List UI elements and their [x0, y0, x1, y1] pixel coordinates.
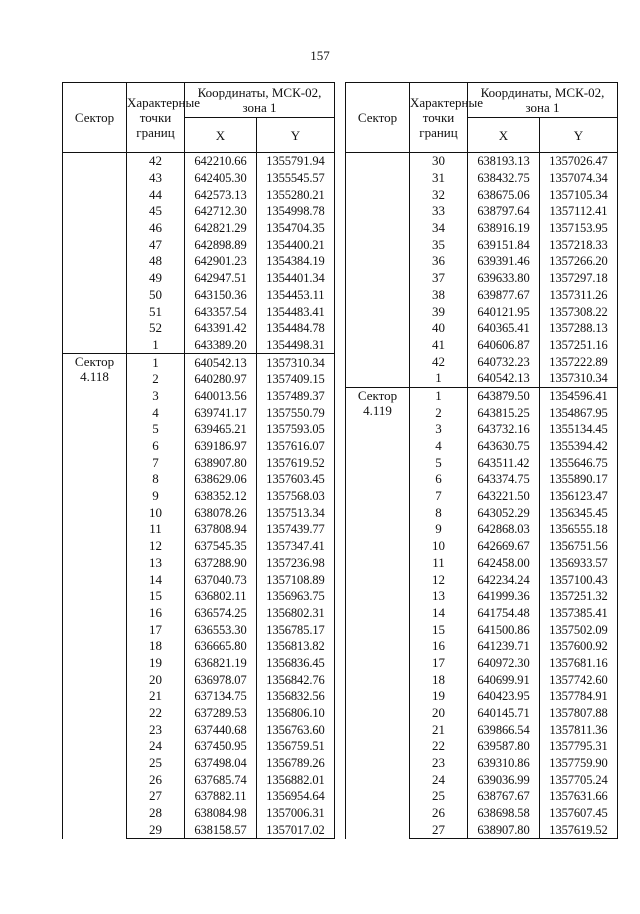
x-coordinate-cell: 640145.71	[468, 705, 540, 722]
coordinates-table-right	[345, 82, 618, 839]
point-number-cell: 10	[127, 504, 185, 521]
y-coordinate-cell: 1354998.78	[257, 203, 335, 220]
y-coordinate-cell: 1357218.33	[540, 236, 618, 253]
point-number-cell: 8	[410, 504, 468, 521]
x-coordinate-cell: 642901.23	[185, 253, 257, 270]
point-number-cell: 34	[410, 220, 468, 237]
y-coordinate-cell: 1357311.26	[540, 287, 618, 304]
y-coordinate-cell: 1355791.94	[257, 153, 335, 170]
y-coordinate-cell: 1357489.37	[257, 388, 335, 405]
y-coordinate-cell: 1357616.07	[257, 438, 335, 455]
point-number-cell: 29	[127, 822, 185, 839]
x-coordinate-cell: 640699.91	[468, 671, 540, 688]
y-coordinate-cell: 1354596.41	[540, 387, 618, 404]
point-number-cell: 2	[410, 404, 468, 421]
x-coordinate-cell: 637498.04	[185, 755, 257, 772]
point-number-cell: 38	[410, 287, 468, 304]
y-coordinate-cell: 1357288.13	[540, 320, 618, 337]
y-coordinate-cell: 1357074.34	[540, 170, 618, 187]
y-coordinate-cell: 1357251.32	[540, 588, 618, 605]
y-coordinate-cell: 1357759.90	[540, 755, 618, 772]
y-coordinate-cell: 1357310.34	[540, 370, 618, 387]
point-number-cell: 20	[127, 671, 185, 688]
x-coordinate-cell: 642712.30	[185, 203, 257, 220]
x-coordinate-cell: 640013.56	[185, 388, 257, 405]
sector-header: Сектор	[63, 83, 127, 153]
x-header: X	[185, 118, 257, 153]
y-coordinate-cell: 1356832.56	[257, 688, 335, 705]
x-coordinate-cell: 638078.26	[185, 504, 257, 521]
point-number-cell: 21	[410, 721, 468, 738]
x-coordinate-cell: 636821.19	[185, 655, 257, 672]
y-coordinate-cell: 1357100.43	[540, 571, 618, 588]
point-number-cell: 22	[127, 705, 185, 722]
x-coordinate-cell: 642458.00	[468, 555, 540, 572]
y-coordinate-cell: 1356763.60	[257, 721, 335, 738]
x-coordinate-cell: 642234.24	[468, 571, 540, 588]
y-coordinate-cell: 1357308.22	[540, 303, 618, 320]
x-coordinate-cell: 643150.36	[185, 287, 257, 304]
y-coordinate-cell: 1357631.66	[540, 788, 618, 805]
point-number-cell: 48	[127, 253, 185, 270]
y-coordinate-cell: 1354453.11	[257, 287, 335, 304]
y-coordinate-cell: 1357568.03	[257, 488, 335, 505]
coordinates-table-left	[62, 82, 335, 839]
x-coordinate-cell: 643357.54	[185, 303, 257, 320]
y-header: Y	[540, 118, 618, 153]
y-coordinate-cell: 1356836.45	[257, 655, 335, 672]
point-number-cell: 5	[410, 454, 468, 471]
y-coordinate-cell: 1354867.95	[540, 404, 618, 421]
x-coordinate-cell: 637289.53	[185, 705, 257, 722]
y-coordinate-cell: 1356842.76	[257, 671, 335, 688]
x-coordinate-cell: 638158.57	[185, 822, 257, 839]
y-coordinate-cell: 1356806.10	[257, 705, 335, 722]
x-coordinate-cell: 642898.89	[185, 236, 257, 253]
point-number-cell: 31	[410, 170, 468, 187]
point-number-cell: 41	[410, 337, 468, 354]
y-coordinate-cell: 1354384.19	[257, 253, 335, 270]
x-coordinate-cell: 636802.11	[185, 588, 257, 605]
y-coordinate-cell: 1355646.75	[540, 454, 618, 471]
table-body-left	[63, 153, 335, 839]
y-coordinate-cell: 1356802.31	[257, 605, 335, 622]
point-number-cell: 25	[127, 755, 185, 772]
y-coordinate-cell: 1355890.17	[540, 471, 618, 488]
y-coordinate-cell: 1356963.75	[257, 588, 335, 605]
point-number-cell: 2	[127, 371, 185, 388]
x-coordinate-cell: 643052.29	[468, 504, 540, 521]
y-coordinate-cell: 1357017.02	[257, 822, 335, 839]
x-coordinate-cell: 643221.50	[468, 488, 540, 505]
y-coordinate-cell: 1357607.45	[540, 805, 618, 822]
x-coordinate-cell: 643732.16	[468, 421, 540, 438]
y-header: Y	[257, 118, 335, 153]
y-coordinate-cell: 1356759.51	[257, 738, 335, 755]
point-number-cell: 13	[127, 555, 185, 572]
point-number-cell: 6	[127, 438, 185, 455]
point-number-cell: 33	[410, 203, 468, 220]
point-number-cell: 1	[410, 387, 468, 404]
y-coordinate-cell: 1357297.18	[540, 270, 618, 287]
y-coordinate-cell: 1357409.15	[257, 371, 335, 388]
y-coordinate-cell: 1357026.47	[540, 153, 618, 170]
point-number-cell: 47	[127, 236, 185, 253]
y-coordinate-cell: 1357502.09	[540, 621, 618, 638]
point-number-cell: 12	[127, 538, 185, 555]
x-coordinate-cell: 637440.68	[185, 721, 257, 738]
x-coordinate-cell: 642947.51	[185, 270, 257, 287]
point-number-cell: 15	[410, 621, 468, 638]
x-coordinate-cell: 638084.98	[185, 805, 257, 822]
x-coordinate-cell: 643815.25	[468, 404, 540, 421]
y-coordinate-cell: 1356555.18	[540, 521, 618, 538]
x-coordinate-cell: 638193.13	[468, 153, 540, 170]
y-coordinate-cell: 1354400.21	[257, 236, 335, 253]
point-number-cell: 20	[410, 705, 468, 722]
point-number-cell: 16	[127, 605, 185, 622]
point-number-cell: 52	[127, 320, 185, 337]
x-coordinate-cell: 638675.06	[468, 186, 540, 203]
x-coordinate-cell: 640280.97	[185, 371, 257, 388]
y-coordinate-cell: 1357593.05	[257, 421, 335, 438]
y-coordinate-cell: 1356954.64	[257, 788, 335, 805]
point-number-cell: 24	[127, 738, 185, 755]
point-number-cell: 14	[127, 571, 185, 588]
point-number-cell: 27	[410, 822, 468, 839]
point-number-cell: 7	[410, 488, 468, 505]
x-coordinate-cell: 636574.25	[185, 605, 257, 622]
x-coordinate-cell: 639186.97	[185, 438, 257, 455]
y-coordinate-cell: 1357310.34	[257, 354, 335, 371]
point-number-cell: 44	[127, 186, 185, 203]
x-coordinate-cell: 636665.80	[185, 638, 257, 655]
x-coordinate-cell: 643391.42	[185, 320, 257, 337]
point-number-cell: 27	[127, 788, 185, 805]
x-coordinate-cell: 640121.95	[468, 303, 540, 320]
point-number-cell: 40	[410, 320, 468, 337]
y-coordinate-cell: 1357112.41	[540, 203, 618, 220]
x-coordinate-cell: 640365.41	[468, 320, 540, 337]
x-coordinate-cell: 637685.74	[185, 771, 257, 788]
x-coordinate-cell: 640542.13	[468, 370, 540, 387]
y-coordinate-cell: 1357153.95	[540, 220, 618, 237]
y-coordinate-cell: 1356813.82	[257, 638, 335, 655]
point-number-cell: 28	[127, 805, 185, 822]
x-coordinate-cell: 643879.50	[468, 387, 540, 404]
point-number-cell: 19	[410, 688, 468, 705]
point-number-cell: 9	[127, 488, 185, 505]
x-coordinate-cell: 637450.95	[185, 738, 257, 755]
sector-cell: Сектор 4.119	[346, 387, 410, 839]
point-number-cell: 8	[127, 471, 185, 488]
point-number-cell: 32	[410, 186, 468, 203]
point-number-cell: 24	[410, 771, 468, 788]
points-header: Характерные точки границ	[410, 83, 468, 153]
y-coordinate-cell: 1357603.45	[257, 471, 335, 488]
y-coordinate-cell: 1356933.57	[540, 555, 618, 572]
y-coordinate-cell: 1357222.89	[540, 353, 618, 370]
y-coordinate-cell: 1356123.47	[540, 488, 618, 505]
x-coordinate-cell: 638432.75	[468, 170, 540, 187]
x-coordinate-cell: 642573.13	[185, 186, 257, 203]
x-coordinate-cell: 638907.80	[468, 822, 540, 839]
x-coordinate-cell: 640732.23	[468, 353, 540, 370]
y-coordinate-cell: 1354498.31	[257, 337, 335, 354]
x-coordinate-cell: 641239.71	[468, 638, 540, 655]
point-number-cell: 26	[127, 771, 185, 788]
table-row	[346, 153, 618, 170]
point-number-cell: 14	[410, 605, 468, 622]
point-number-cell: 17	[127, 621, 185, 638]
point-number-cell: 1	[127, 354, 185, 371]
y-coordinate-cell: 1357439.77	[257, 521, 335, 538]
y-coordinate-cell: 1357811.36	[540, 721, 618, 738]
y-coordinate-cell: 1356785.17	[257, 621, 335, 638]
point-number-cell: 18	[127, 638, 185, 655]
y-coordinate-cell: 1355134.45	[540, 421, 618, 438]
x-coordinate-cell: 638916.19	[468, 220, 540, 237]
point-number-cell: 12	[410, 571, 468, 588]
coords-header: Координаты, МСК-02, зона 1	[468, 83, 618, 118]
x-coordinate-cell: 643511.42	[468, 454, 540, 471]
point-number-cell: 26	[410, 805, 468, 822]
x-coordinate-cell: 640423.95	[468, 688, 540, 705]
x-coordinate-cell: 637808.94	[185, 521, 257, 538]
x-coordinate-cell: 643630.75	[468, 438, 540, 455]
point-number-cell: 43	[127, 170, 185, 187]
y-coordinate-cell: 1354484.78	[257, 320, 335, 337]
coords-header: Координаты, МСК-02, зона 1	[185, 83, 335, 118]
point-number-cell: 35	[410, 236, 468, 253]
y-coordinate-cell: 1357742.60	[540, 671, 618, 688]
point-number-cell: 19	[127, 655, 185, 672]
x-coordinate-cell: 642669.67	[468, 538, 540, 555]
sector-cell	[346, 153, 410, 388]
point-number-cell: 7	[127, 454, 185, 471]
x-coordinate-cell: 636978.07	[185, 671, 257, 688]
x-coordinate-cell: 638698.58	[468, 805, 540, 822]
y-coordinate-cell: 1357795.31	[540, 738, 618, 755]
point-number-cell: 15	[127, 588, 185, 605]
x-coordinate-cell: 642405.30	[185, 170, 257, 187]
sector-cell	[63, 153, 127, 354]
point-number-cell: 11	[127, 521, 185, 538]
x-coordinate-cell: 639151.84	[468, 236, 540, 253]
point-number-cell: 9	[410, 521, 468, 538]
y-coordinate-cell: 1357236.98	[257, 555, 335, 572]
y-coordinate-cell: 1356751.56	[540, 538, 618, 555]
point-number-cell: 25	[410, 788, 468, 805]
point-number-cell: 5	[127, 421, 185, 438]
x-coordinate-cell: 638767.67	[468, 788, 540, 805]
y-coordinate-cell: 1357705.24	[540, 771, 618, 788]
y-coordinate-cell: 1355280.21	[257, 186, 335, 203]
x-coordinate-cell: 637882.11	[185, 788, 257, 805]
y-coordinate-cell: 1356789.26	[257, 755, 335, 772]
point-number-cell: 50	[127, 287, 185, 304]
table-body-right	[346, 153, 618, 839]
point-number-cell: 16	[410, 638, 468, 655]
point-number-cell: 11	[410, 555, 468, 572]
x-coordinate-cell: 642821.29	[185, 220, 257, 237]
point-number-cell: 23	[127, 721, 185, 738]
point-number-cell: 51	[127, 303, 185, 320]
point-number-cell: 46	[127, 220, 185, 237]
page-number: 157	[310, 48, 330, 63]
point-number-cell: 3	[127, 388, 185, 405]
sector-cell: Сектор 4.118	[63, 354, 127, 839]
point-number-cell: 10	[410, 538, 468, 555]
x-coordinate-cell: 640542.13	[185, 354, 257, 371]
x-coordinate-cell: 640606.87	[468, 337, 540, 354]
x-coordinate-cell: 639310.86	[468, 755, 540, 772]
point-number-cell: 4	[127, 404, 185, 421]
x-coordinate-cell: 638629.06	[185, 471, 257, 488]
x-coordinate-cell: 639633.80	[468, 270, 540, 287]
x-coordinate-cell: 637288.90	[185, 555, 257, 572]
x-coordinate-cell: 643374.75	[468, 471, 540, 488]
y-coordinate-cell: 1357108.89	[257, 571, 335, 588]
x-coordinate-cell: 637545.35	[185, 538, 257, 555]
y-coordinate-cell: 1357385.41	[540, 605, 618, 622]
x-coordinate-cell: 639741.17	[185, 404, 257, 421]
point-number-cell: 17	[410, 655, 468, 672]
y-coordinate-cell: 1357513.34	[257, 504, 335, 521]
x-coordinate-cell: 638797.64	[468, 203, 540, 220]
point-number-cell: 21	[127, 688, 185, 705]
y-coordinate-cell: 1357784.91	[540, 688, 618, 705]
y-coordinate-cell: 1356345.45	[540, 504, 618, 521]
point-number-cell: 23	[410, 755, 468, 772]
x-coordinate-cell: 641999.36	[468, 588, 540, 605]
table-row	[63, 153, 335, 170]
y-coordinate-cell: 1357619.52	[257, 454, 335, 471]
x-coordinate-cell: 643389.20	[185, 337, 257, 354]
x-coordinate-cell: 637040.73	[185, 571, 257, 588]
y-coordinate-cell: 1357105.34	[540, 186, 618, 203]
point-number-cell: 49	[127, 270, 185, 287]
point-number-cell: 4	[410, 438, 468, 455]
x-coordinate-cell: 639866.54	[468, 721, 540, 738]
points-header: Характерные точки границ	[127, 83, 185, 153]
y-coordinate-cell: 1357681.16	[540, 655, 618, 672]
x-coordinate-cell: 639036.99	[468, 771, 540, 788]
x-coordinate-cell: 638907.80	[185, 454, 257, 471]
x-coordinate-cell: 639391.46	[468, 253, 540, 270]
y-coordinate-cell: 1354401.34	[257, 270, 335, 287]
point-number-cell: 37	[410, 270, 468, 287]
table-row	[346, 387, 618, 404]
x-coordinate-cell: 637134.75	[185, 688, 257, 705]
sector-header: Сектор	[346, 83, 410, 153]
point-number-cell: 39	[410, 303, 468, 320]
point-number-cell: 3	[410, 421, 468, 438]
y-coordinate-cell: 1356882.01	[257, 771, 335, 788]
y-coordinate-cell: 1357807.88	[540, 705, 618, 722]
x-coordinate-cell: 639877.67	[468, 287, 540, 304]
y-coordinate-cell: 1354483.41	[257, 303, 335, 320]
y-coordinate-cell: 1357600.92	[540, 638, 618, 655]
point-number-cell: 1	[127, 337, 185, 354]
table-row	[63, 354, 335, 371]
point-number-cell: 18	[410, 671, 468, 688]
point-number-cell: 6	[410, 471, 468, 488]
point-number-cell: 1	[410, 370, 468, 387]
y-coordinate-cell: 1357347.41	[257, 538, 335, 555]
x-coordinate-cell: 639465.21	[185, 421, 257, 438]
x-coordinate-cell: 642210.66	[185, 153, 257, 170]
point-number-cell: 45	[127, 203, 185, 220]
x-coordinate-cell: 641500.86	[468, 621, 540, 638]
y-coordinate-cell: 1354704.35	[257, 220, 335, 237]
x-coordinate-cell: 641754.48	[468, 605, 540, 622]
y-coordinate-cell: 1357619.52	[540, 822, 618, 839]
x-coordinate-cell: 639587.80	[468, 738, 540, 755]
point-number-cell: 30	[410, 153, 468, 170]
point-number-cell: 42	[410, 353, 468, 370]
point-number-cell: 22	[410, 738, 468, 755]
x-coordinate-cell: 638352.12	[185, 488, 257, 505]
y-coordinate-cell: 1355394.42	[540, 438, 618, 455]
x-coordinate-cell: 640972.30	[468, 655, 540, 672]
y-coordinate-cell: 1355545.57	[257, 170, 335, 187]
point-number-cell: 13	[410, 588, 468, 605]
x-header: X	[468, 118, 540, 153]
y-coordinate-cell: 1357266.20	[540, 253, 618, 270]
point-number-cell: 42	[127, 153, 185, 170]
y-coordinate-cell: 1357006.31	[257, 805, 335, 822]
y-coordinate-cell: 1357550.79	[257, 404, 335, 421]
x-coordinate-cell: 642868.03	[468, 521, 540, 538]
point-number-cell: 36	[410, 253, 468, 270]
x-coordinate-cell: 636553.30	[185, 621, 257, 638]
y-coordinate-cell: 1357251.16	[540, 337, 618, 354]
